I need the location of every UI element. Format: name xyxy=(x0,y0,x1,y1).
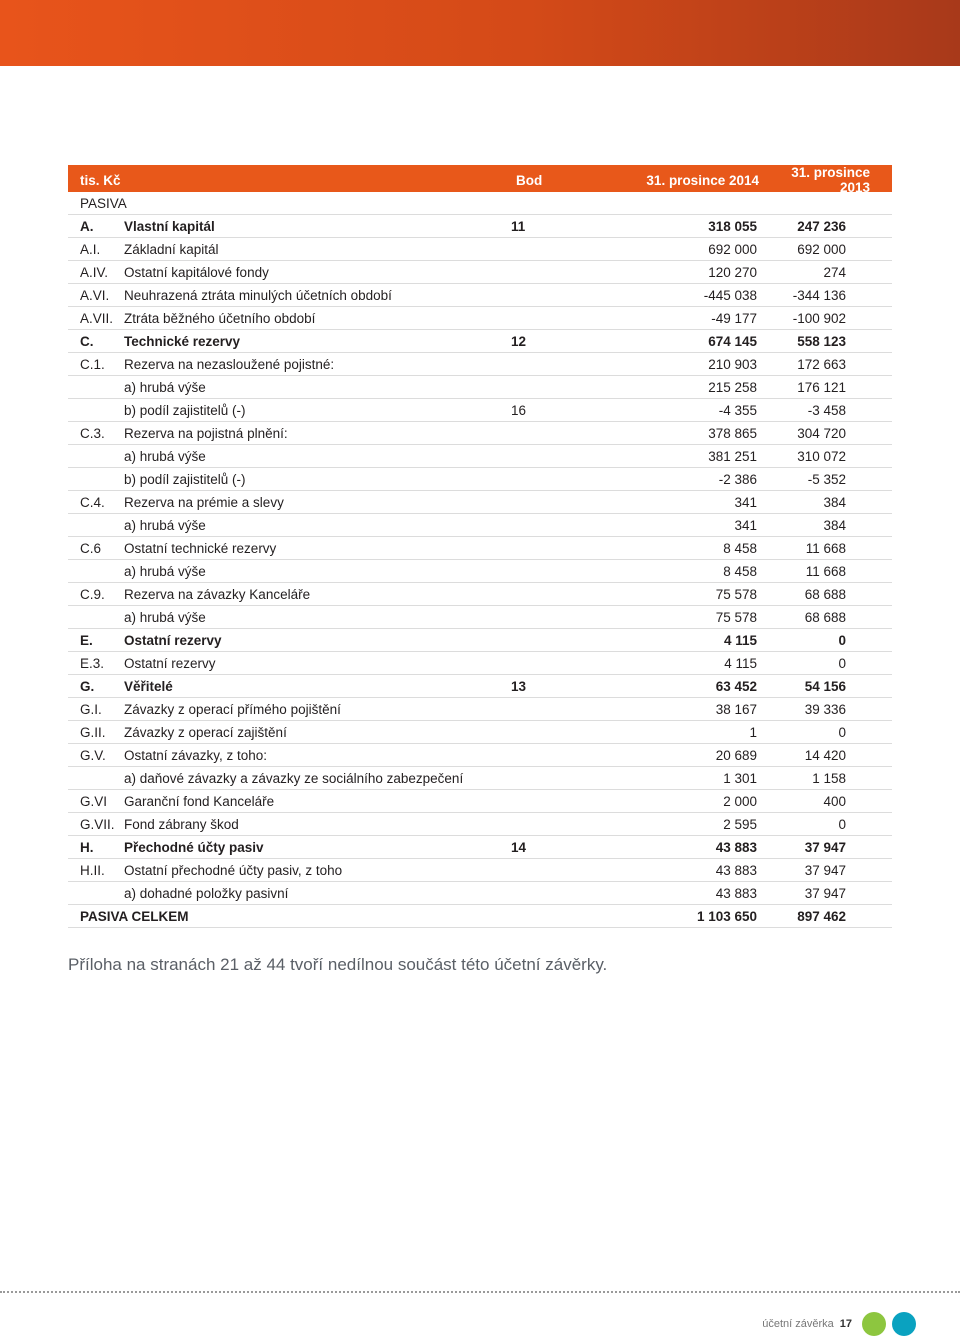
row-label: Rezerva na nezasloužené pojistné: xyxy=(124,356,335,372)
row-code: E. xyxy=(80,632,93,648)
table-row xyxy=(68,813,892,836)
row-value-2013: 247 236 xyxy=(797,218,846,234)
table-header xyxy=(68,165,892,195)
row-value-2014: 1 xyxy=(749,724,757,740)
row-code: C.4. xyxy=(80,494,105,510)
row-value-2013: 310 072 xyxy=(797,448,846,464)
row-value-2014: 75 578 xyxy=(715,609,757,625)
table-row xyxy=(68,560,892,583)
row-label: Přechodné účty pasiv xyxy=(124,839,264,855)
table-row xyxy=(68,629,892,652)
table-row xyxy=(68,261,892,284)
row-code: C.6 xyxy=(80,540,102,556)
table-row xyxy=(68,491,892,514)
table-row xyxy=(68,790,892,813)
row-label: Věřitelé xyxy=(124,678,173,694)
total-2013: 897 462 xyxy=(797,908,846,924)
row-value-2014: 38 167 xyxy=(715,701,757,717)
row-label: Garanční fond Kanceláře xyxy=(124,793,275,809)
row-value-2014: 692 000 xyxy=(708,241,757,257)
row-value-2014: 120 270 xyxy=(708,264,757,280)
row-label: Ostatní přechodné účty pasiv, z toho xyxy=(124,862,343,878)
row-value-2013: -100 902 xyxy=(792,310,846,326)
row-value-2014: -49 177 xyxy=(711,310,757,326)
table-row xyxy=(68,882,892,905)
row-value-2013: 37 947 xyxy=(804,839,846,855)
table-row xyxy=(68,652,892,675)
table-row xyxy=(68,675,892,698)
balance-sheet-table xyxy=(68,165,892,928)
row-value-2014: 43 883 xyxy=(715,885,757,901)
row-value-2013: 304 720 xyxy=(797,425,846,441)
row-value-2014: 1 301 xyxy=(723,770,757,786)
row-label: Ostatní rezervy xyxy=(124,632,222,648)
table-row xyxy=(68,399,892,422)
row-value-2013: 692 000 xyxy=(797,241,846,257)
row-code: PASIVA xyxy=(80,195,127,211)
row-label: Ostatní závazky, z toho: xyxy=(124,747,268,763)
footnote: Příloha na stranách 21 až 44 tvoří nedílnou součást této účetní závěrky. xyxy=(68,955,608,974)
row-label: Závazky z operací zajištění xyxy=(124,724,287,740)
row-code: H.II. xyxy=(80,862,105,878)
footer-dotted-divider xyxy=(0,1291,960,1293)
row-code: G.VII. xyxy=(80,816,115,832)
row-value-2013: 54 156 xyxy=(804,678,846,694)
row-label: a) dohadné položky pasivní xyxy=(124,885,289,901)
row-code: C.9. xyxy=(80,586,105,602)
row-value-2014: 2 595 xyxy=(723,816,757,832)
row-code: C.3. xyxy=(80,425,105,441)
table-row xyxy=(68,859,892,882)
row-label: a) hrubá výše xyxy=(124,563,206,579)
row-code: A.VI. xyxy=(80,287,110,303)
row-label: a) daňové závazky a závazky ze sociálního zabezpečení xyxy=(124,770,464,786)
row-code: A.I. xyxy=(80,241,101,257)
table-body xyxy=(68,192,892,905)
row-value-2014: -2 386 xyxy=(718,471,757,487)
header-note: Bod xyxy=(516,172,543,188)
top-orange-band xyxy=(0,0,960,66)
table-row xyxy=(68,767,892,790)
row-label: Ztráta běžného účetního období xyxy=(124,310,316,326)
green-circle-icon xyxy=(862,1312,886,1336)
table-row xyxy=(68,836,892,859)
header-2013: 31. prosince 2013 xyxy=(791,165,870,195)
row-label: Ostatní rezervy xyxy=(124,655,216,671)
table-row xyxy=(68,376,892,399)
table-row xyxy=(68,514,892,537)
row-value-2014: 8 458 xyxy=(723,540,757,556)
row-value-2014: 43 883 xyxy=(715,862,757,878)
row-label: a) hrubá výše xyxy=(124,379,206,395)
footer-section-label: účetní závěrka xyxy=(762,1318,834,1330)
row-value-2013: 172 663 xyxy=(797,356,846,372)
table-row xyxy=(68,583,892,606)
row-value-2014: 674 145 xyxy=(708,333,757,349)
table-row xyxy=(68,238,892,261)
row-code: G.VI xyxy=(80,793,108,809)
row-value-2013: -344 136 xyxy=(792,287,846,303)
row-value-2014: 378 865 xyxy=(708,425,757,441)
row-value-2014: 63 452 xyxy=(715,678,757,694)
table-row xyxy=(68,606,892,629)
row-label: Neuhrazená ztráta minulých účetních období xyxy=(124,287,392,303)
row-value-2013: 37 947 xyxy=(804,862,846,878)
row-code: G.II. xyxy=(80,724,106,740)
row-value-2014: 43 883 xyxy=(715,839,757,855)
table-row xyxy=(68,284,892,307)
row-label: a) hrubá výše xyxy=(124,609,206,625)
row-value-2014: 318 055 xyxy=(708,218,757,234)
row-value-2013: 0 xyxy=(838,655,846,671)
row-value-2013: 0 xyxy=(838,816,846,832)
blue-circle-icon xyxy=(892,1312,916,1336)
row-label: Ostatní technické rezervy xyxy=(124,540,277,556)
row-value-2013: 0 xyxy=(838,632,846,648)
total-row xyxy=(68,905,892,928)
table-row xyxy=(68,215,892,238)
row-value-2013: -3 458 xyxy=(807,402,846,418)
row-note: 14 xyxy=(511,839,527,855)
row-value-2014: 341 xyxy=(734,517,757,533)
row-value-2014: 215 258 xyxy=(708,379,757,395)
row-value-2014: 341 xyxy=(734,494,757,510)
row-code: A.IV. xyxy=(80,264,109,280)
row-value-2014: -4 355 xyxy=(718,402,757,418)
table-row xyxy=(68,353,892,376)
row-code: A. xyxy=(80,218,94,234)
row-code: C. xyxy=(80,333,94,349)
row-value-2014: -445 038 xyxy=(703,287,757,303)
table-row xyxy=(68,537,892,560)
row-note: 12 xyxy=(511,333,527,349)
row-value-2013: 400 xyxy=(823,793,846,809)
row-code: G.I. xyxy=(80,701,102,717)
row-code: G.V. xyxy=(80,747,106,763)
table-row xyxy=(68,445,892,468)
row-value-2013: 0 xyxy=(838,724,846,740)
row-label: Rezerva na prémie a slevy xyxy=(124,494,284,510)
row-note: 13 xyxy=(511,678,527,694)
row-label: Technické rezervy xyxy=(124,333,241,349)
row-value-2014: 381 251 xyxy=(708,448,757,464)
table-row xyxy=(68,330,892,353)
row-value-2014: 75 578 xyxy=(715,586,757,602)
table-row xyxy=(68,468,892,491)
row-value-2014: 2 000 xyxy=(723,793,757,809)
table-row xyxy=(68,721,892,744)
row-value-2013: -5 352 xyxy=(807,471,846,487)
row-label: b) podíl zajistitelů (-) xyxy=(124,471,246,487)
row-label: Základní kapitál xyxy=(124,241,219,257)
row-value-2014: 4 115 xyxy=(723,632,757,648)
row-label: a) hrubá výše xyxy=(124,517,206,533)
row-label: Rezerva na pojistná plnění: xyxy=(124,425,288,441)
table-row xyxy=(68,422,892,445)
row-value-2013: 11 668 xyxy=(805,540,846,556)
total-2014: 1 103 650 xyxy=(696,908,757,924)
row-code: E.3. xyxy=(80,655,105,671)
page-footer xyxy=(762,1312,916,1336)
row-label: b) podíl zajistitelů (-) xyxy=(124,402,246,418)
row-note: 16 xyxy=(511,402,527,418)
row-value-2013: 384 xyxy=(823,494,846,510)
row-value-2013: 11 668 xyxy=(805,563,846,579)
row-value-2013: 384 xyxy=(823,517,846,533)
row-value-2013: 37 947 xyxy=(804,885,846,901)
row-value-2013: 274 xyxy=(823,264,846,280)
row-code: A.VII. xyxy=(80,310,114,326)
row-value-2014: 210 903 xyxy=(708,356,757,372)
row-value-2013: 558 123 xyxy=(797,333,846,349)
row-value-2013: 68 688 xyxy=(804,609,846,625)
header-2014: 31. prosince 2014 xyxy=(646,172,759,188)
row-value-2013: 176 121 xyxy=(797,379,846,395)
row-label: Ostatní kapitálové fondy xyxy=(124,264,269,280)
row-value-2013: 68 688 xyxy=(804,586,846,602)
row-code: C.1. xyxy=(80,356,105,372)
page-number: 17 xyxy=(839,1318,852,1330)
row-value-2014: 20 689 xyxy=(715,747,757,763)
row-value-2014: 4 115 xyxy=(724,655,757,671)
row-code: G. xyxy=(80,678,95,694)
row-label: Rezerva na závazky Kanceláře xyxy=(124,586,311,602)
row-value-2013: 39 336 xyxy=(804,701,846,717)
header-label: tis. Kč xyxy=(80,172,121,188)
table-row xyxy=(68,192,892,215)
row-label: Fond zábrany škod xyxy=(124,816,239,832)
row-note: 11 xyxy=(511,218,526,234)
table-row xyxy=(68,744,892,767)
total-label: PASIVA CELKEM xyxy=(80,908,189,924)
row-value-2013: 1 158 xyxy=(812,770,846,786)
row-value-2014: 8 458 xyxy=(723,563,757,579)
row-label: Závazky z operací přímého pojištění xyxy=(124,701,341,717)
row-label: a) hrubá výše xyxy=(124,448,206,464)
table-row xyxy=(68,307,892,330)
row-label: Vlastní kapitál xyxy=(124,218,215,234)
row-code: H. xyxy=(80,839,94,855)
table-row xyxy=(68,698,892,721)
row-value-2013: 14 420 xyxy=(804,747,846,763)
